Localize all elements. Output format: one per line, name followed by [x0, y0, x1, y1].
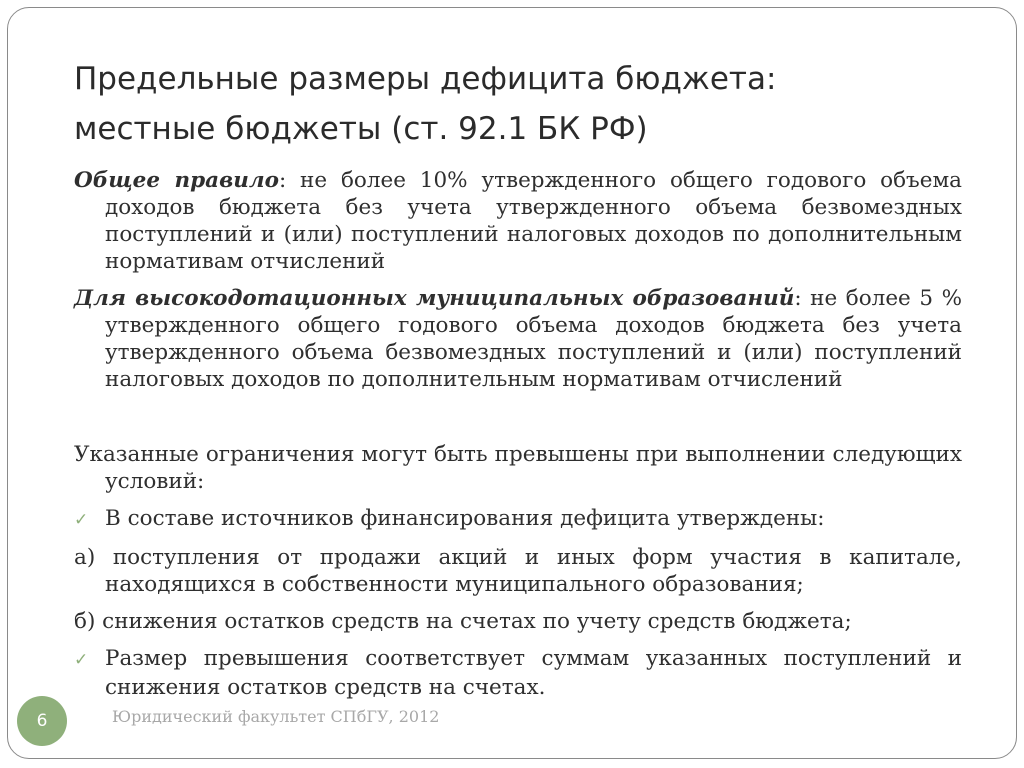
general-rule-text: : не более 10% утвержденного общего годового объема доходов бюджета без учета утвержденного объема безвомездных поступлений и (или) поступлений налоговых доходов по дополнительным нормативам отчислений: [105, 168, 962, 274]
condition-1: [74, 505, 962, 534]
subsidized-rule-label: Для высокодотационных муниципальных образований: [74, 286, 795, 311]
checkmark-icon: ✓: [74, 510, 89, 530]
spacer: [74, 393, 962, 441]
condition-1-text: В составе источников финансирования дефицита утверждены:: [105, 506, 825, 531]
slide-content: [74, 167, 962, 701]
general-rule-paragraph: [74, 167, 962, 275]
checkmark-icon: ✓: [74, 650, 89, 670]
condition-2-text: Размер превышения соответствует суммам указанных поступлений и снижения остатков средств на счетах.: [105, 646, 962, 700]
condition-2: [74, 645, 962, 701]
page-number-badge: 6: [17, 696, 67, 746]
footer-text: Юридический факультет СПбГУ, 2012: [112, 707, 440, 726]
title-line-2: местные бюджеты (ст. 92.1 БК РФ): [74, 111, 648, 147]
general-rule-label: Общее правило: [74, 168, 279, 193]
condition-1-b: б) снижения остатков средств на счетах по учету средств бюджета;: [74, 609, 852, 634]
subsidized-rule-text: : не более 5 % утвержденного общего годового объема доходов бюджета без учета утвержденного объема безвомездных поступлений и (или) поступлений налоговых доходов по дополнительным нормативам отчислений: [105, 286, 962, 392]
title-line-1: Предельные размеры дефицита бюджета:: [74, 61, 777, 97]
condition-1-a: а) поступления от продажи акций и иных форм участия в капитале, находящихся в собственности муниципального образования;: [74, 545, 962, 597]
subsidized-rule-paragraph: [74, 285, 962, 393]
slide-title: [74, 54, 964, 154]
limits-intro: Указанные ограничения могут быть превышены при выполнении следующих условий:: [74, 442, 962, 494]
